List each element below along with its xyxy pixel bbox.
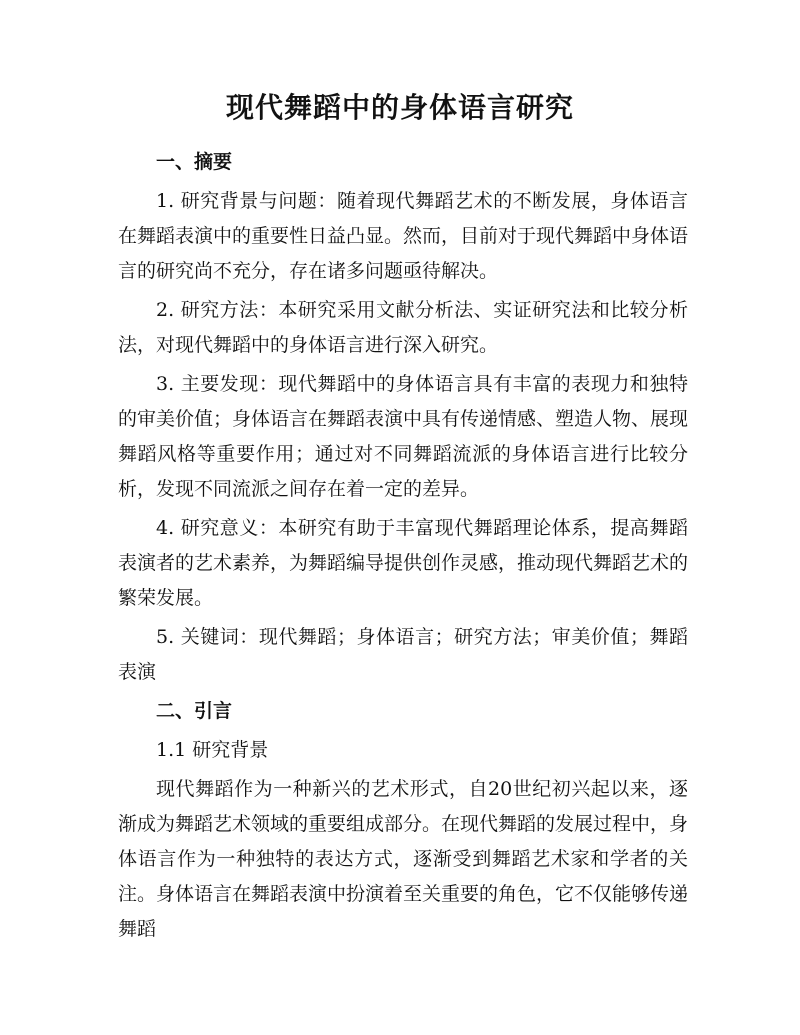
abstract-paragraph-background: 1. 研究背景与问题：随着现代舞蹈艺术的不断发展，身体语言在舞蹈表演中的重要性日益凸显。然而，目前对于现代舞蹈中身体语言的研究尚不充分，存在诸多问题亟待解决。 — [118, 190, 689, 282]
abstract-paragraph-significance: 4. 研究意义：本研究有助于丰富现代舞蹈理论体系，提高舞蹈表演者的艺术素养，为舞蹈编导提供创作灵感，推动现代舞蹈艺术的繁荣发展。 — [118, 517, 689, 609]
abstract-paragraph-method: 2. 研究方法：本研究采用文献分析法、实证研究法和比较分析法，对现代舞蹈中的身体语言进行深入研究。 — [118, 299, 688, 356]
abstract-paragraph-findings: 3. 主要发现：现代舞蹈中的身体语言具有丰富的表现力和独特的审美价值；身体语言在舞蹈表演中具有传递情感、塑造人物、展现舞蹈风格等重要作用；通过对不同舞蹈流派的身体语言进行比较分析，发现不同流派之间存在着一定的差异。 — [118, 373, 689, 500]
document-title: 现代舞蹈中的身体语言研究 — [225, 91, 574, 124]
introduction-paragraph: 现代舞蹈作为一种新兴的艺术形式，自20世纪初兴起以来，逐渐成为舞蹈艺术领域的重要组成部分。在现代舞蹈的发展过程中，身体语言作为一种独特的表达方式，逐渐受到舞蹈艺术家和学者的关注。身体语言在舞蹈表演中扮演着至关重要的角色，它不仅能够传递舞蹈 — [118, 778, 689, 940]
document-body — [118, 145, 688, 951]
section-heading-introduction: 二、引言 — [156, 700, 233, 722]
abstract-paragraph-keywords: 5. 关键词：现代舞蹈；身体语言；研究方法；审美价值；舞蹈表演 — [118, 626, 688, 683]
subsection-heading-background: 1.1 研究背景 — [156, 739, 269, 761]
section-heading-abstract: 一、摘要 — [156, 151, 233, 173]
